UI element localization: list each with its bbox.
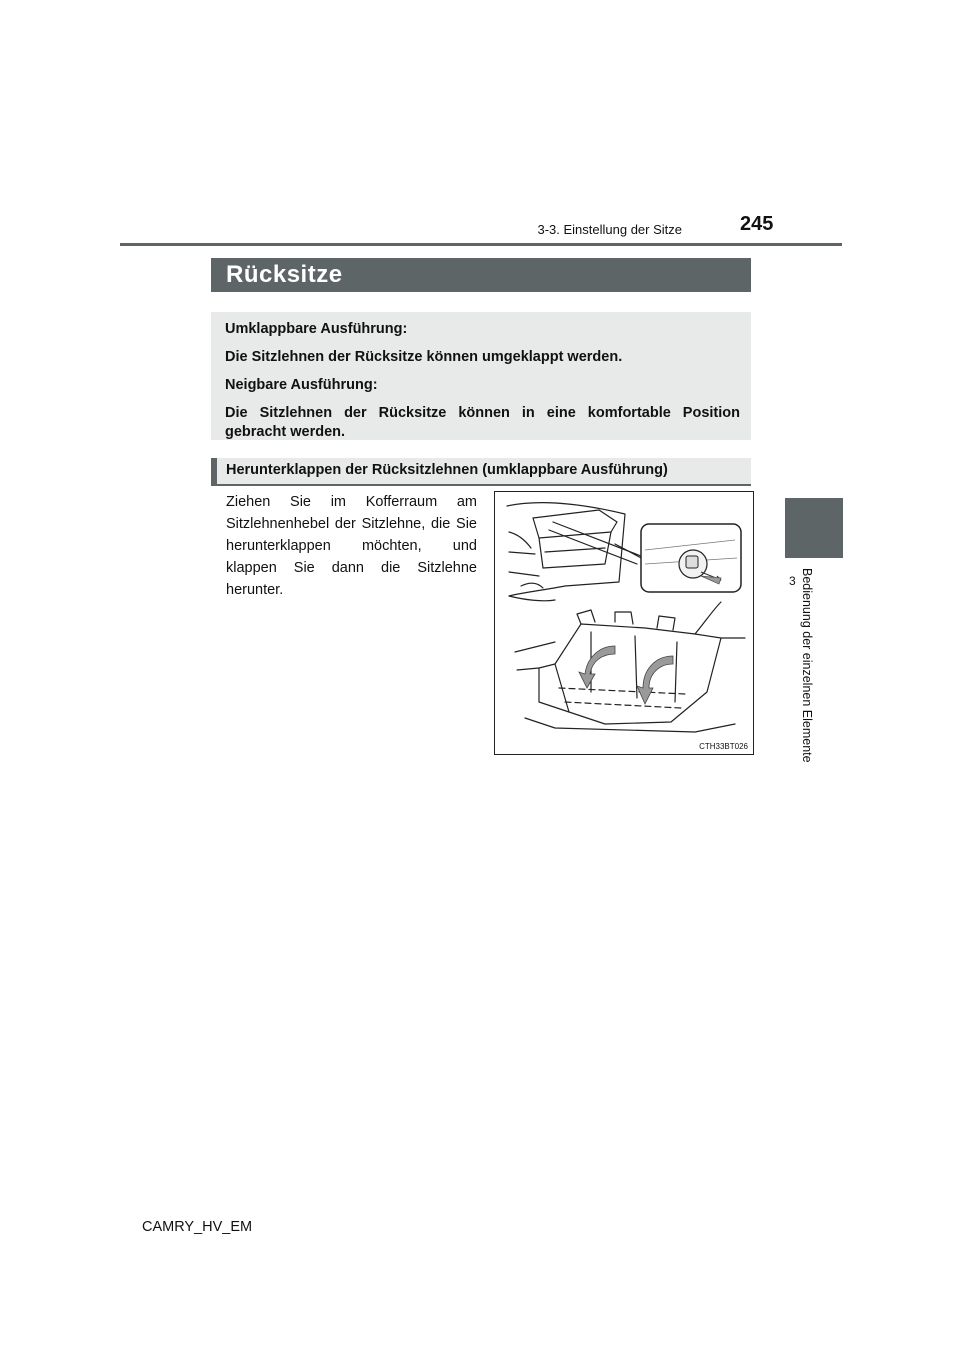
- figure-illustration: [494, 491, 754, 755]
- chapter-title: Bedienung der einzelnen Elemente: [800, 568, 814, 763]
- figure-code: CTH33BT026: [699, 742, 748, 751]
- intro-line: Neigbare Ausführung:: [225, 377, 378, 393]
- intro-line: Umklappbare Ausführung:: [225, 321, 408, 337]
- intro-box: [211, 312, 751, 440]
- section-title: Rücksitze: [226, 261, 343, 288]
- subheading: Herunterklappen der Rücksitzlehnen (umklappbare Ausführung): [226, 462, 668, 478]
- section-title-band: [211, 258, 751, 292]
- body-text: Ziehen Sie im Kofferraum am Sitzlehnenhebel der Sitzlehne, die Sie herunterklappen möchten, und klappen Sie dann die Sitzlehne herunter.: [226, 494, 477, 598]
- chapter-tab: [785, 498, 843, 558]
- body-paragraph: [226, 491, 477, 601]
- header-rule: [120, 243, 842, 246]
- model-code: CAMRY_HV_EM: [142, 1219, 253, 1235]
- intro-line: Die Sitzlehnen der Rücksitze können in eine komfortable Position gebracht werden.: [225, 405, 740, 440]
- subheading-marker: [211, 458, 217, 484]
- chapter-number: 3: [789, 574, 796, 588]
- intro-line: Die Sitzlehnen der Rücksitze können umgeklappt werden.: [225, 349, 623, 365]
- section-reference: 3-3. Einstellung der Sitze: [537, 222, 682, 237]
- page-number: 245: [740, 213, 774, 235]
- subheading-bar: [211, 458, 751, 486]
- rear-seat-fold-illustration: [495, 492, 753, 754]
